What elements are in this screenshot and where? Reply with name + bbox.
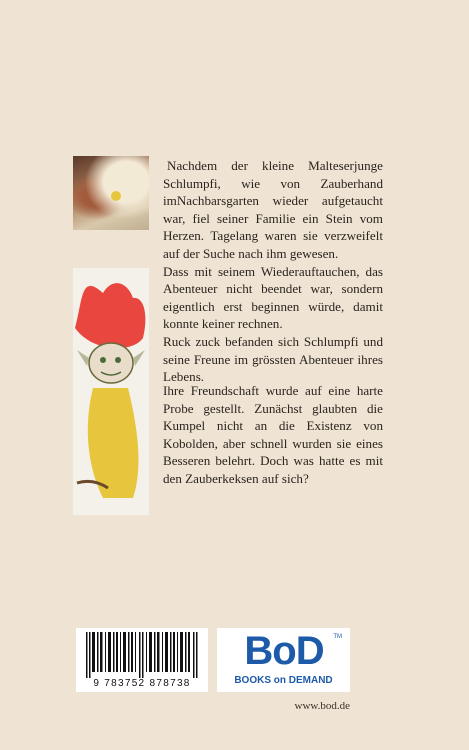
blurb-paragraph: Dass mit seinem Wiederauftauchen, das Abenteuer nicht beendet war, sondern eigentlich erst beginnen würde, damit konnte keiner rechnen.	[163, 263, 383, 332]
dog-photo	[73, 156, 149, 230]
publisher-website[interactable]: www.bod.de	[294, 700, 350, 712]
isbn-digits: 9 783752 878738	[93, 678, 191, 689]
publisher-tagline: BOOKS on DEMAND	[234, 675, 333, 686]
troll-drawing	[73, 268, 149, 515]
blurb-paragraph: Nachdem der kleine Malteserjunge Schlumpfi, wie von Zauberhand imNachbarsgarten wieder aufgetaucht war, fiel seiner Familie ein Stein vom Herzen. Tagelang waren sie verzweifelt auf der Suche nach ihm gewesen.	[163, 158, 383, 261]
blurb-text-top	[163, 157, 383, 386]
barcode-bars	[86, 632, 198, 678]
trademark-mark: TM	[333, 634, 342, 640]
blurb-paragraph: Ruck zuck befanden sich Schlumpfi und seine Freune im grössten Abenteuer ihres Lebens.	[163, 333, 383, 385]
dog-collar-tag	[111, 191, 121, 201]
blurb-paragraph: Ihre Freundschaft wurde auf eine harte Probe gestellt. Zunächst glaubten die Kumpel nicht an die Existenz von Kobolden, aber schnell wurden sie eines Besseren belehrt. Doch was hatte es mit den Zauberkeksen auf sich?	[163, 383, 383, 486]
isbn-barcode	[76, 628, 208, 692]
bod-wordmark: BoD	[244, 629, 324, 673]
publisher-logo	[217, 628, 350, 692]
blurb-text-bottom	[163, 382, 383, 488]
